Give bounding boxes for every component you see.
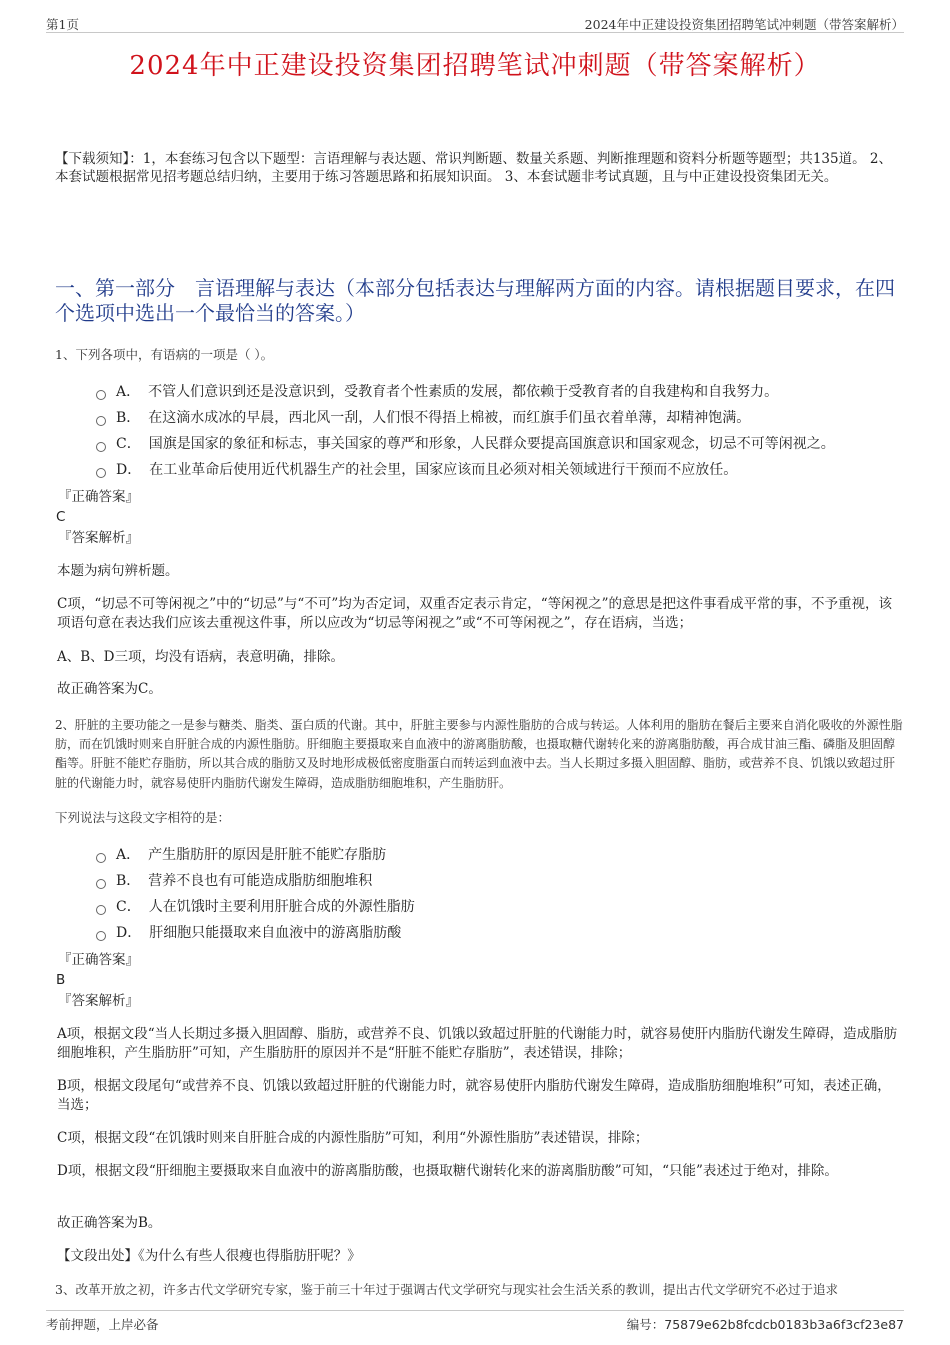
radio-icon[interactable]: [96, 853, 106, 863]
page-header: [46, 12, 904, 33]
radio-icon[interactable]: [96, 931, 106, 941]
q2-analysis-conclusion: 故正确答案为B。: [57, 1215, 162, 1231]
q3-stem: 3、改革开放之初，许多古代文学研究专家，鉴于前三十年过于强调古代文学研究与现实社会生活关系的教训，提出古代文学研究不必过于追求: [55, 1282, 838, 1297]
q2-source: 【文段出处】《为什么有些人很瘦也得脂肪肝呢？》: [57, 1248, 361, 1264]
q2-analysis-a: A项，根据文段“当人长期过多摄入胆固醇、脂肪，或营养不良、饥饿以致超过肝脏的代谢能力时，就容易使肝内脂肪代谢发生障碍，造成脂肪细胞堆积，产生脂肪肝”可知，产生脂肪肝的原因并不是“肝脏不能贮存脂肪”，表述错误，排除；: [57, 1026, 898, 1061]
q2-answer: B: [56, 972, 66, 988]
radio-icon[interactable]: [96, 390, 106, 400]
q2-passage: 2、肝脏的主要功能之一是参与糖类、脂类、蛋白质的代谢。其中，肝脏主要参与内源性脂肪的合成与转运。人体利用的脂肪在餐后主要来自消化吸收的外源性脂肪，而在饥饿时则来自肝脏合成的内源性脂肪。肝细胞主要摄取来自血液中的游离脂肪酸，也摄取糖代谢转化来的游离脂肪酸，再合成甘油三酯、磷脂及胆固醇酯等。肝脏不能贮存脂肪，所以其合成的脂肪又及时地形成极低密度脂蛋白而转运到血液中去。当人长期过多摄入胆固醇、脂肪，或营养不良、饥饿以致超过肝脏的代谢能力时，就容易使肝内脂肪代谢发生障碍，造成脂肪细胞堆积，产生脂肪肝。: [55, 718, 903, 790]
q1-analysis-c: C项，“切忌不可等闲视之”中的“切忌”与“不可”均为否定词，双重否定表示肯定，“等闲视之”的意思是把这件事看成平常的事，不予重视，该项语句意在表达我们应该去重视这件事，所以应改为“切忌等闲视之”或“不可等闲视之”，存在语病，当选；: [57, 596, 893, 631]
q2-analysis-d: D项，根据文段“肝细胞主要摄取来自血液中的游离脂肪酸，也摄取糖代谢转化来的游离脂肪酸”可知，“只能”表述过于绝对，排除。: [57, 1163, 838, 1179]
q2-analysis-label: 『答案解析』: [58, 993, 139, 1009]
page-footer: [46, 1310, 904, 1335]
q1-analysis-label: 『答案解析』: [58, 530, 139, 546]
section-heading: 一、第一部分 言语理解与表达（本部分包括表达与理解两方面的内容。请根据题目要求，在四个选项中选出一个最恰当的答案。）: [55, 276, 895, 325]
radio-icon[interactable]: [96, 879, 106, 889]
q2-stem: 下列说法与这段文字相符的是：: [55, 810, 231, 825]
q1-analysis-abd: A、B、D三项，均没有语病，表意明确，排除。: [57, 649, 344, 665]
radio-icon[interactable]: [96, 905, 106, 915]
q2-options: [96, 842, 902, 946]
q1-answer: C: [56, 509, 66, 525]
footer-motto: 考前押题，上岸必备: [46, 1317, 159, 1332]
q2-analysis-b: B项，根据文段尾句“或营养不良、饥饿以致超过肝脏的代谢能力时，就容易使肝内脂肪代谢发生障碍，造成脂肪细胞堆积”可知，表述正确，当选；: [57, 1078, 891, 1113]
q1-options: [96, 379, 902, 483]
q1-option-a[interactable]: A． 不管人们意识到还是没意识到，受教育者个性素质的发展，都依赖于受教育者的自我建构和自我努力。: [96, 379, 902, 405]
q2-correct-answer-label: 『正确答案』: [58, 952, 139, 968]
radio-icon[interactable]: [96, 442, 106, 452]
q1-option-b[interactable]: B． 在这滴水成冰的早晨，西北风一刮，人们恨不得捂上棉被，而红旗手们虽衣着单薄，却精神饱满。: [96, 405, 902, 431]
q1-correct-answer-label: 『正确答案』: [58, 489, 139, 505]
q2-option-b[interactable]: B． 营养不良也有可能造成脂肪细胞堆积: [96, 868, 902, 894]
q1-option-c[interactable]: C． 国旗是国家的象征和标志，事关国家的尊严和形象，人民群众要提高国旗意识和国家观念，切忌不可等闲视之。: [96, 431, 902, 457]
q2-analysis-c: C项，根据文段“在饥饿时则来自肝脏合成的内源性脂肪”可知，利用“外源性脂肪”表述错误，排除；: [57, 1130, 649, 1146]
document-code: 编号：75879e62b8fcdcb0183b3a6f3cf23e87: [626, 1317, 904, 1332]
download-notice: 【下载须知】：1，本套练习包含以下题型：言语理解与表达题、常识判断题、数量关系题、判断推理题和资料分析题等题型；共135道。 2、本套试题根据常见招考题总结归纳，主要用于练习答题思路和拓展知识面。 3、本套试题非考试真题，且与中正建设投资集团无关。: [55, 151, 892, 185]
radio-icon[interactable]: [96, 416, 106, 426]
q2-option-c[interactable]: C． 人在饥饿时主要利用肝脏合成的外源性脂肪: [96, 894, 902, 920]
q2-option-a[interactable]: A． 产生脂肪肝的原因是肝脏不能贮存脂肪: [96, 842, 902, 868]
document-title: 2024年中正建设投资集团招聘笔试冲刺题（带答案解析）: [129, 51, 821, 81]
q1-stem: 1、下列各项中，有语病的一项是（ ）。: [55, 347, 274, 362]
page-number: 第1页: [46, 17, 79, 32]
running-title: 2024年中正建设投资集团招聘笔试冲刺题（带答案解析）: [584, 17, 904, 32]
q1-analysis-intro: 本题为病句辨析题。: [57, 563, 179, 579]
q1-analysis-conclusion: 故正确答案为C。: [57, 681, 162, 697]
radio-icon[interactable]: [96, 468, 106, 478]
q1-option-d[interactable]: D． 在工业革命后使用近代机器生产的社会里，国家应该而且必须对相关领域进行干预而不应放任。: [96, 457, 902, 483]
q2-option-d[interactable]: D． 肝细胞只能摄取来自血液中的游离脂肪酸: [96, 920, 902, 946]
